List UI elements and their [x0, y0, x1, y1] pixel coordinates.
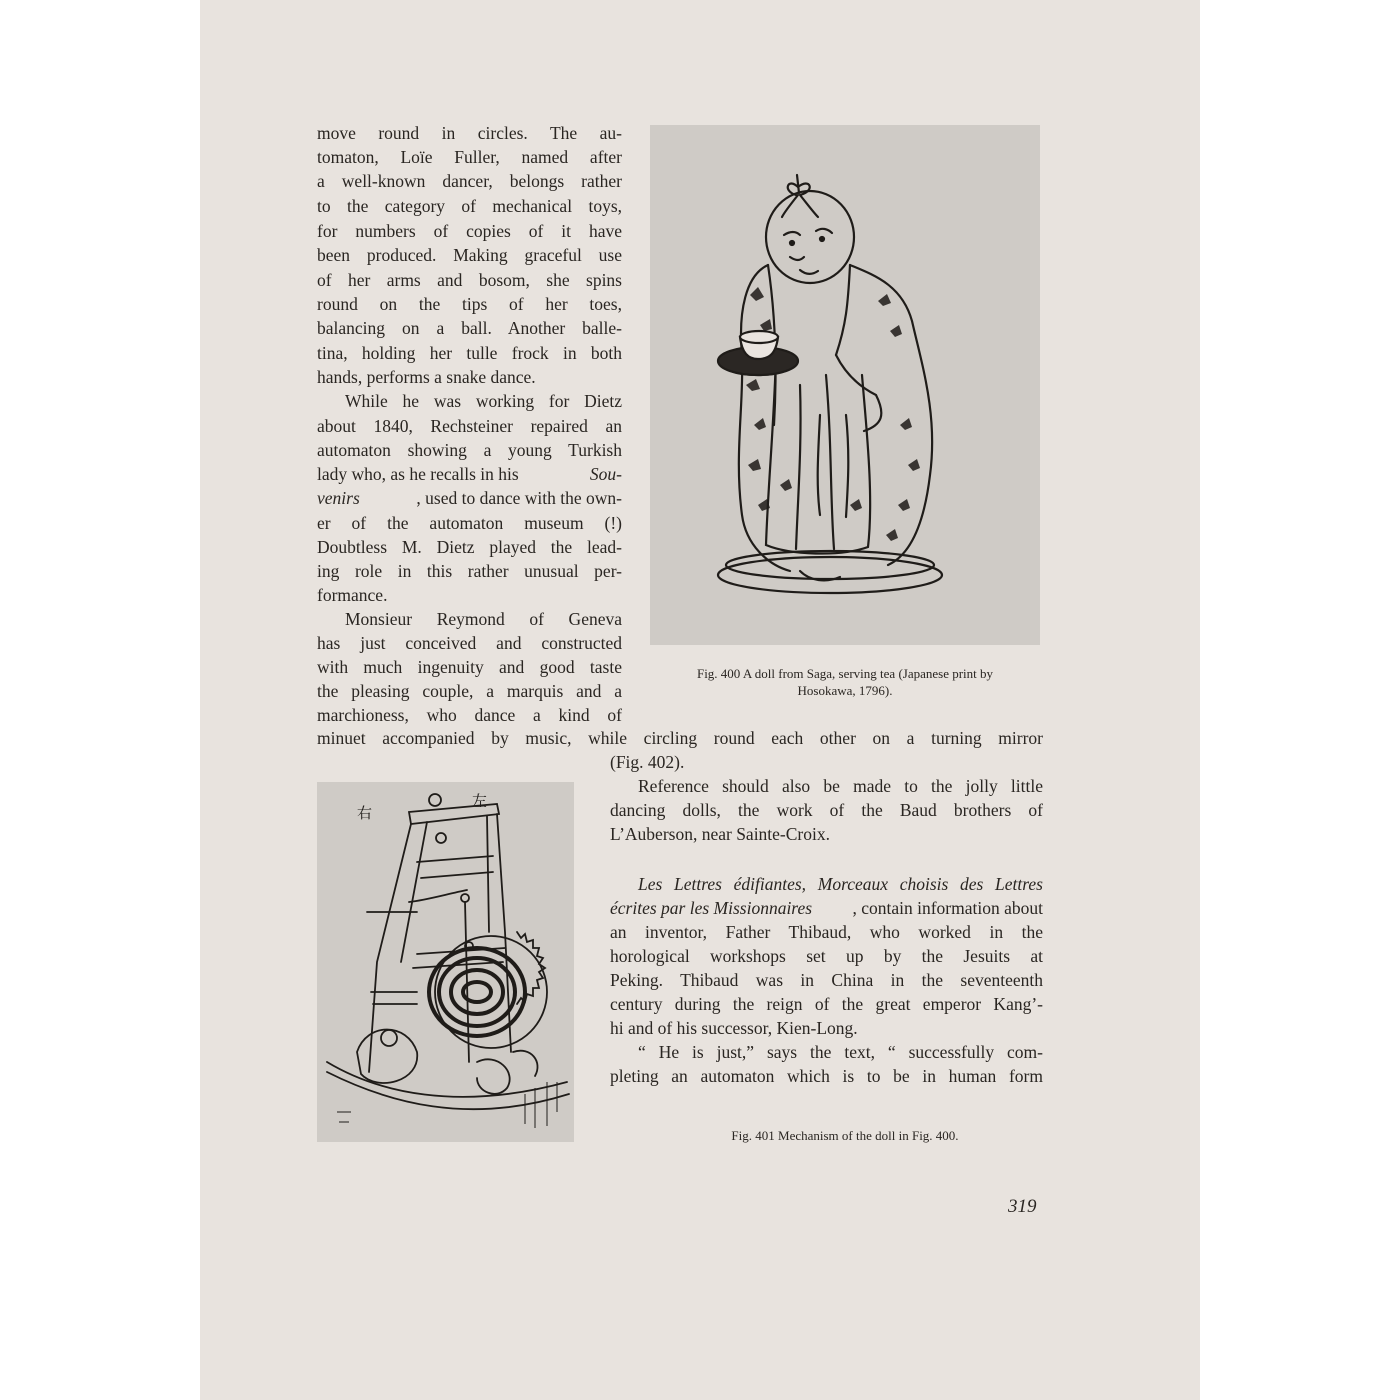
text-line — [610, 896, 1043, 920]
text-line: tina, holding her tulle frock in both — [317, 343, 622, 363]
text-line: round on the tips of her toes, — [317, 294, 622, 314]
italic-run: venirs — [317, 488, 360, 508]
caption-line: Hosokawa, 1796). — [797, 683, 893, 698]
text-line: tomaton, Loïe Fuller, named after — [317, 147, 622, 167]
text-line: automaton showing a young Turkish — [317, 440, 622, 460]
italic-run: Sou- — [589, 464, 622, 484]
text-line: “ He is just,” says the text, “ successfully com- — [638, 1042, 1043, 1062]
text-line: the pleasing couple, a marquis and a — [317, 681, 622, 701]
text-line: formance. — [317, 585, 388, 605]
text-line: ing role in this rather unusual per- — [317, 561, 622, 581]
text-line: (Fig. 402). — [610, 752, 685, 772]
text-line: Reference should also be made to the jolly little — [638, 776, 1043, 796]
text-line: pleting an automaton which is to be in human form — [610, 1066, 1043, 1086]
text-line: marchioness, who dance a kind of — [317, 705, 622, 725]
mechanism-drawing — [317, 782, 574, 1142]
caption-line: Fig. 400 A doll from Saga, serving tea (Japanese print by — [696, 666, 994, 681]
glyph-right: 右 — [357, 804, 373, 822]
figure-caption — [640, 665, 1050, 699]
text-line: minuet accompanied by music, while circling round each other on a turning mirror — [317, 728, 1043, 748]
glyph-left: 左 — [472, 792, 488, 810]
text-line: L’Auberson, near Sainte-Croix. — [610, 824, 830, 844]
text-line: horological workshops set up by the Jesuits at — [610, 946, 1043, 966]
text-line: has just conceived and constructed — [317, 633, 622, 653]
text-line: er of the automaton museum (!) — [317, 513, 622, 533]
doll-illustration — [650, 125, 1040, 645]
text-line: dancing dolls, the work of the Baud brothers of — [610, 800, 1043, 820]
text-run: , used to dance with the own- — [416, 488, 622, 508]
book-page — [200, 0, 1200, 1400]
text-line: century during the reign of the great emperor Kang’- — [610, 994, 1043, 1014]
text-line: been produced. Making graceful use — [317, 245, 622, 265]
text-line: hands, performs a snake dance. — [317, 367, 536, 387]
text-line: to the category of mechanical toys, — [317, 196, 622, 216]
text-line: with much ingenuity and good taste — [317, 657, 622, 677]
text-line: hi and of his successor, Kien-Long. — [610, 1018, 858, 1038]
text-line: an inventor, Father Thibaud, who worked in the — [610, 922, 1043, 942]
text-line: Les Lettres édifiantes, Morceaux choisis des Lettres — [638, 874, 1043, 894]
text-line: balancing on a ball. Another balle- — [317, 318, 622, 338]
text-line — [317, 462, 622, 486]
italic-run: écrites par les Missionnaires — [610, 898, 813, 918]
text-run: lady who, as he recalls in his — [317, 464, 519, 484]
text-line: Doubtless M. Dietz played the lead- — [317, 537, 622, 557]
text-line: a well-known dancer, belongs rather — [317, 171, 622, 191]
text-line: While he was working for Dietz — [345, 391, 622, 411]
text-line: about 1840, Rechsteiner repaired an — [317, 416, 622, 436]
figure-caption: Fig. 401 Mechanism of the doll in Fig. 400. — [731, 1128, 959, 1143]
text-line: for numbers of copies of it have — [317, 221, 622, 241]
page-number: 319 — [1008, 1196, 1037, 1217]
text-line — [317, 486, 622, 510]
text-run: , contain information about — [852, 898, 1043, 918]
mechanism-illustration — [317, 782, 574, 1142]
text-line: of her arms and bosom, she spins — [317, 270, 622, 290]
text-line: Monsieur Reymond of Geneva — [345, 609, 622, 629]
doll-drawing — [650, 125, 1040, 645]
text-line: Peking. Thibaud was in China in the seventeenth — [610, 970, 1043, 990]
text-line: move round in circles. The au- — [317, 123, 622, 143]
